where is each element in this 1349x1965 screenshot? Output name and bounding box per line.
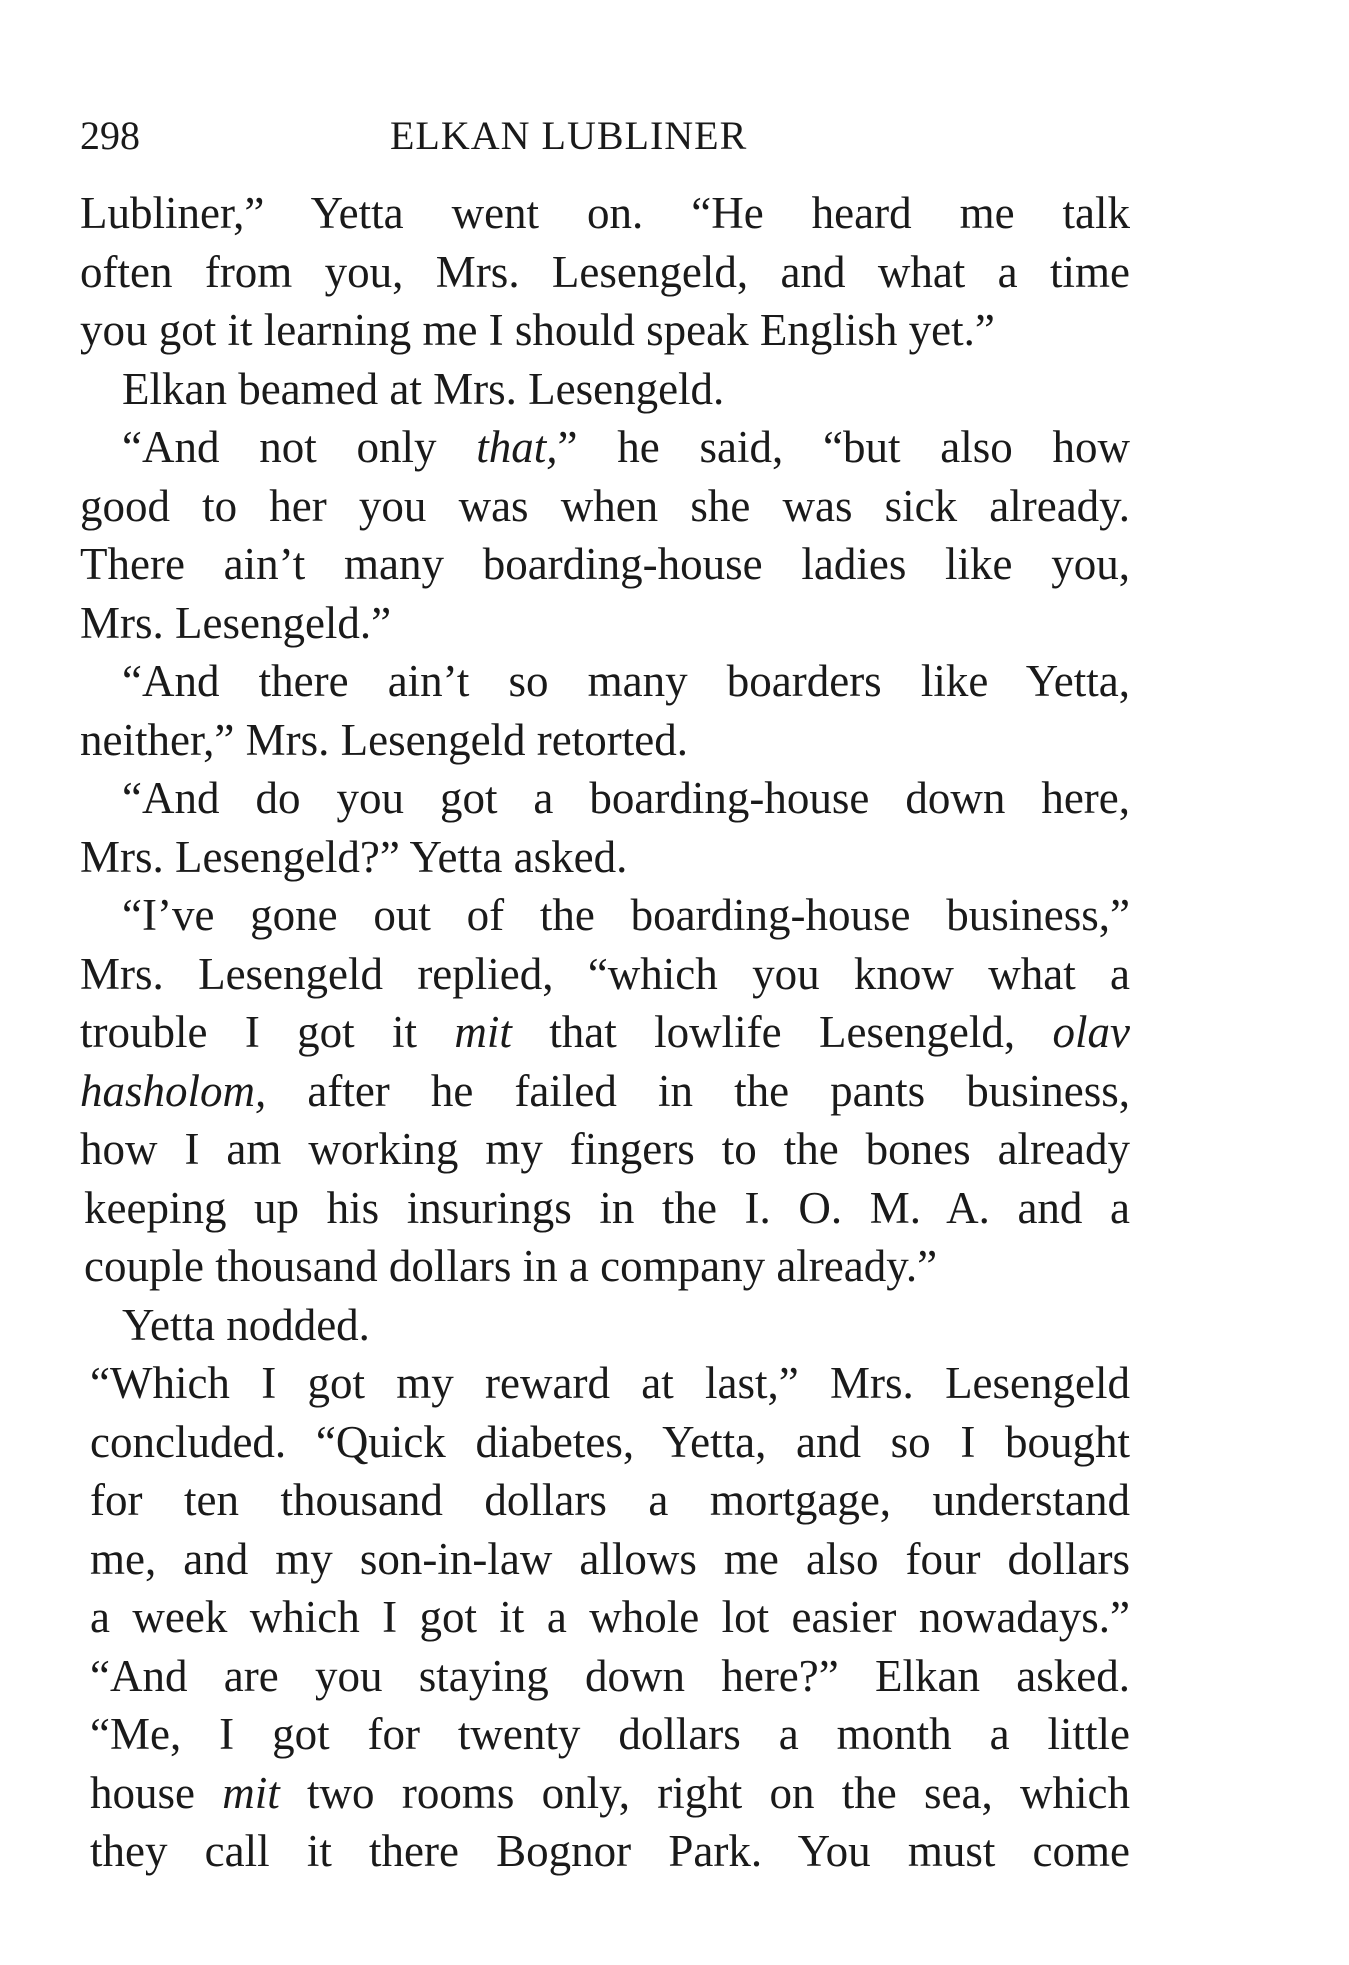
running-title: ELKAN LUBLINER <box>390 113 748 158</box>
page-header <box>80 112 1130 172</box>
text-line: you got it learning me I should speak English yet.” <box>80 305 995 355</box>
text-line: Lubliner,” Yetta went on. “He heard me talk <box>80 188 1130 238</box>
text-line: house mit two rooms only, right on the sea, which <box>90 1767 1130 1818</box>
text-line: me, and my son-in-law allows me also four dollars <box>90 1533 1130 1584</box>
italic-text: mit <box>454 1007 512 1057</box>
text-line: hasholom, after he failed in the pants business, <box>80 1065 1130 1116</box>
text-line: how I am working my fingers to the bones already <box>80 1124 1130 1174</box>
text-line: “I’ve gone out of the boarding-house business,” <box>122 890 1130 940</box>
italic-text: hasholom, <box>80 1065 267 1116</box>
body-text <box>80 184 1130 1881</box>
page-number: 298 <box>80 113 140 158</box>
text-line: Yetta nodded. <box>122 1299 370 1350</box>
italic-text: olav <box>1052 1007 1130 1057</box>
text-line: concluded. “Quick diabetes, Yetta, and so I bought <box>90 1416 1130 1467</box>
italic-text: mit <box>222 1767 280 1818</box>
text-line: they call it there Bognor Park. You must come <box>90 1826 1130 1876</box>
book-page <box>80 112 1130 1881</box>
text-line: Elkan beamed at Mrs. Lesengeld. <box>122 363 725 414</box>
text-line: for ten thousand dollars a mortgage, understand <box>90 1475 1130 1525</box>
text-line: a week which I got it a whole lot easier nowadays.” <box>90 1592 1130 1642</box>
text-line: There ain’t many boarding-house ladies like you, <box>80 539 1130 589</box>
text-line: “Me, I got for twenty dollars a month a little <box>90 1709 1130 1759</box>
text-line: keeping up his insurings in the I. O. M. A. and a <box>84 1182 1130 1233</box>
text-line: Mrs. Lesengeld?” Yetta asked. <box>80 831 628 882</box>
text-line: “And not only that,” he said, “but also how <box>122 422 1130 472</box>
text-line: “Which I got my reward at last,” Mrs. Lesengeld <box>90 1358 1130 1408</box>
text-line: often from you, Mrs. Lesengeld, and what a time <box>80 246 1130 297</box>
text-line: “And do you got a boarding-house down here, <box>122 773 1130 823</box>
text-line: couple thousand dollars in a company already.” <box>84 1241 938 1291</box>
text-line: Mrs. Lesengeld.” <box>80 597 392 648</box>
text-line: trouble I got it mit that lowlife Lesengeld, olav <box>80 1007 1130 1057</box>
text-line: “And there ain’t so many boarders like Yetta, <box>122 656 1130 706</box>
text-line: good to her you was when she was sick already. <box>80 480 1130 531</box>
text-line: “And are you staying down here?” Elkan asked. <box>90 1650 1130 1701</box>
italic-text: that, <box>476 422 558 472</box>
text-line: Mrs. Lesengeld replied, “which you know what a <box>80 948 1130 999</box>
text-line: neither,” Mrs. Lesengeld retorted. <box>80 714 688 765</box>
